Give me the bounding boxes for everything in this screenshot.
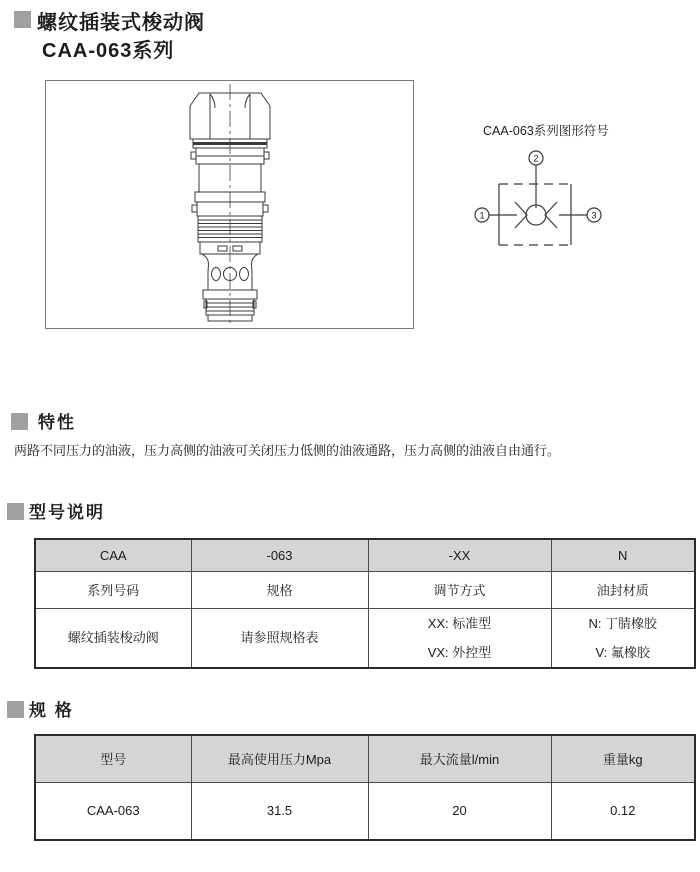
page-title: 螺纹插装式梭动阀 [37,12,205,34]
model-label-cell: 油封材质 [551,571,695,608]
features-heading: 特性 [38,413,76,432]
model-bullet-square [7,503,24,520]
title-bullet-square [14,11,31,28]
table-row [35,608,695,668]
spec-heading: 规 格 [29,701,74,720]
spec-value-cell: 0.12 [551,782,695,840]
spec-header-cell: 最大流量l/min [368,735,551,782]
valve-technical-drawing-icon [140,82,320,327]
detail-line: VX: 外控型 [427,644,492,660]
model-heading: 型号说明 [29,503,105,522]
model-code-cell: CAA [35,539,191,571]
model-code-cell: N [551,539,695,571]
symbol-port-1-label: 1 [479,210,485,221]
spec-header-cell: 重量kg [551,735,695,782]
table-row [35,571,695,608]
features-text: 两路不同压力的油液，压力高侧的油液可关闭压力低侧的油液通路，压力高侧的油液自由通行。 [14,443,561,458]
model-code-cell: -XX [368,539,551,571]
model-code-table [34,538,696,669]
detail-line: 请参照规格表 [240,630,319,646]
spec-header-cell: 最高使用压力Mpa [191,735,368,782]
symbol-port-3-label: 3 [591,210,597,221]
model-detail-cell [551,608,695,668]
model-code-cell: -063 [191,539,368,571]
page-subtitle-series: CAA-063系列 [42,40,175,62]
symbol-caption: CAA-063系列图形符号 [483,124,609,138]
spec-table [34,734,696,841]
shuttle-valve-symbol-icon [468,142,610,257]
spec-header-cell: 型号 [35,735,191,782]
valve-drawing-frame [45,80,414,329]
model-detail-cell [35,608,191,668]
model-detail-cell [368,608,551,668]
features-bullet-square [11,413,28,430]
detail-line: 螺纹插装梭动阀 [67,630,159,646]
detail-line: N: 丁腈橡胶 [588,615,658,631]
spec-value-cell: CAA-063 [35,782,191,840]
detail-line: XX: 标准型 [427,615,492,631]
spec-value-cell: 31.5 [191,782,368,840]
detail-line: V: 氟橡胶 [595,644,650,660]
model-label-cell: 规格 [191,571,368,608]
spec-bullet-square [7,701,24,718]
model-detail-cell [191,608,368,668]
model-label-cell: 调节方式 [368,571,551,608]
symbol-port-2-label: 2 [533,153,539,164]
model-label-cell: 系列号码 [35,571,191,608]
table-row [35,539,695,571]
table-row [35,782,695,840]
spec-value-cell: 20 [368,782,551,840]
table-row [35,735,695,782]
